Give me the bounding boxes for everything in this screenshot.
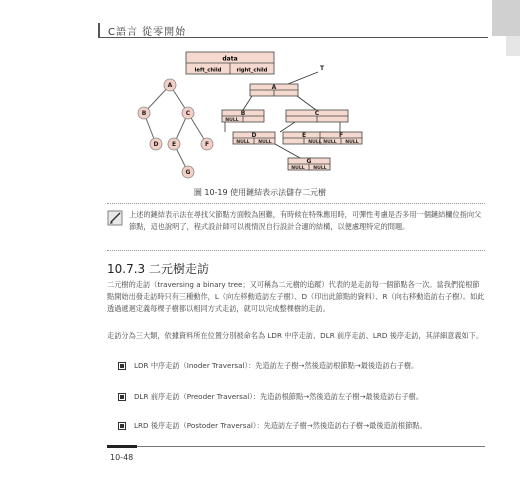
null-d-left: NULL [236, 140, 250, 145]
linked-node-b-label: B [240, 110, 246, 117]
linked-node-a-label: A [271, 84, 277, 91]
linked-tree [222, 65, 362, 171]
list-item-text: LRD 後序走訪（Postoder Traversal）：先造訪左子樹→然後造訪右子樹→最後造訪根節點。 [134, 421, 427, 430]
null-d-right: NULL [258, 140, 272, 145]
tree-node-e-label: E [171, 141, 177, 148]
section-title: 10.7.3 二元樹走訪 [107, 262, 209, 276]
null-e-right: NULL [308, 140, 322, 145]
null-g-left: NULL [291, 166, 305, 171]
footer-rule [137, 446, 485, 447]
page-header [98, 23, 488, 38]
paragraph-1: 二元樹的走訪（traversing a binary tree；又可稱為二元樹的追蹤）代表的是走訪每一個節點各一次。當我們從根節點開始出發走訪時只有三種動作，L（向左移動造訪左子樹）、D（印出此節點的資料）、R（向右移動造訪右子樹）。如此透過遞迴定義每棵子樹都以相同方式走訪，就可以完成整棵樹的走訪。 [107, 280, 485, 313]
header-title: C語言 從零開始 [108, 27, 187, 38]
footer-bar [107, 445, 137, 448]
tree-node-g-label: G [185, 169, 191, 176]
linked-node-d-label: D [251, 132, 257, 139]
list-item-text: LDR 中序走訪（Inoder Traversal）：先造訪左子樹→然後造訪根節點→最後造訪右子樹。 [134, 361, 419, 370]
tree-node-b-label: B [141, 110, 147, 117]
linked-node-g-label: G [306, 158, 312, 165]
linked-node-e-label: E [301, 132, 307, 139]
struct-data-label: data [222, 55, 238, 63]
figure-caption: 圖 10-19 使用鏈結表示法儲存二元樹 [193, 188, 327, 197]
null-f-right: NULL [345, 140, 359, 145]
note-text: 上述的鏈結表示法在尋找父節點方面較為困難，有時候在特殊應用時，可彈性考慮是否多用一個鏈結欄位指向父節點，這也說明了，程式設計師可以視情況自行設計合適的結構，以便處理特定的問題。 [129, 210, 482, 231]
tree-node-a-label: A [167, 82, 173, 89]
struct-right-label: right_child [236, 67, 268, 74]
pointer-t-label: T [319, 65, 325, 72]
tree-node-c-label: C [185, 110, 191, 117]
circle-tree [141, 85, 210, 172]
linked-node-c-label: C [314, 110, 320, 117]
bullet-icon [118, 393, 126, 401]
bullet-icon [118, 422, 126, 430]
note-pen-icon [107, 209, 125, 227]
tree-node-d-label: D [153, 141, 159, 148]
list-item-text: DLR 前序走訪（Preoder Traversal）：先造訪根節點→然後造訪左子樹→最後造訪右子樹。 [134, 392, 424, 401]
struct-left-label: left_child [194, 67, 222, 74]
note-bottom-rule [107, 250, 485, 251]
linked-node-f-label: F [338, 132, 344, 139]
page-number: 10-48 [110, 453, 134, 462]
note-top-rule [107, 203, 485, 204]
header-marker [98, 23, 108, 37]
node-struct-diagram [186, 52, 274, 74]
null-f-left: NULL [323, 140, 337, 145]
null-g-right: NULL [313, 166, 327, 171]
tree-node-f-label: F [204, 141, 210, 148]
bullet-icon [118, 362, 126, 370]
thumb-tab [492, 0, 520, 36]
paragraph-2: 走訪分為三大類，依據資料所在位置分別被命名為 LDR 中序走訪、DLR 前序走訪、LRD 後序走訪，其詳細意義如下。 [107, 331, 484, 340]
null-b-left: NULL [225, 118, 239, 123]
